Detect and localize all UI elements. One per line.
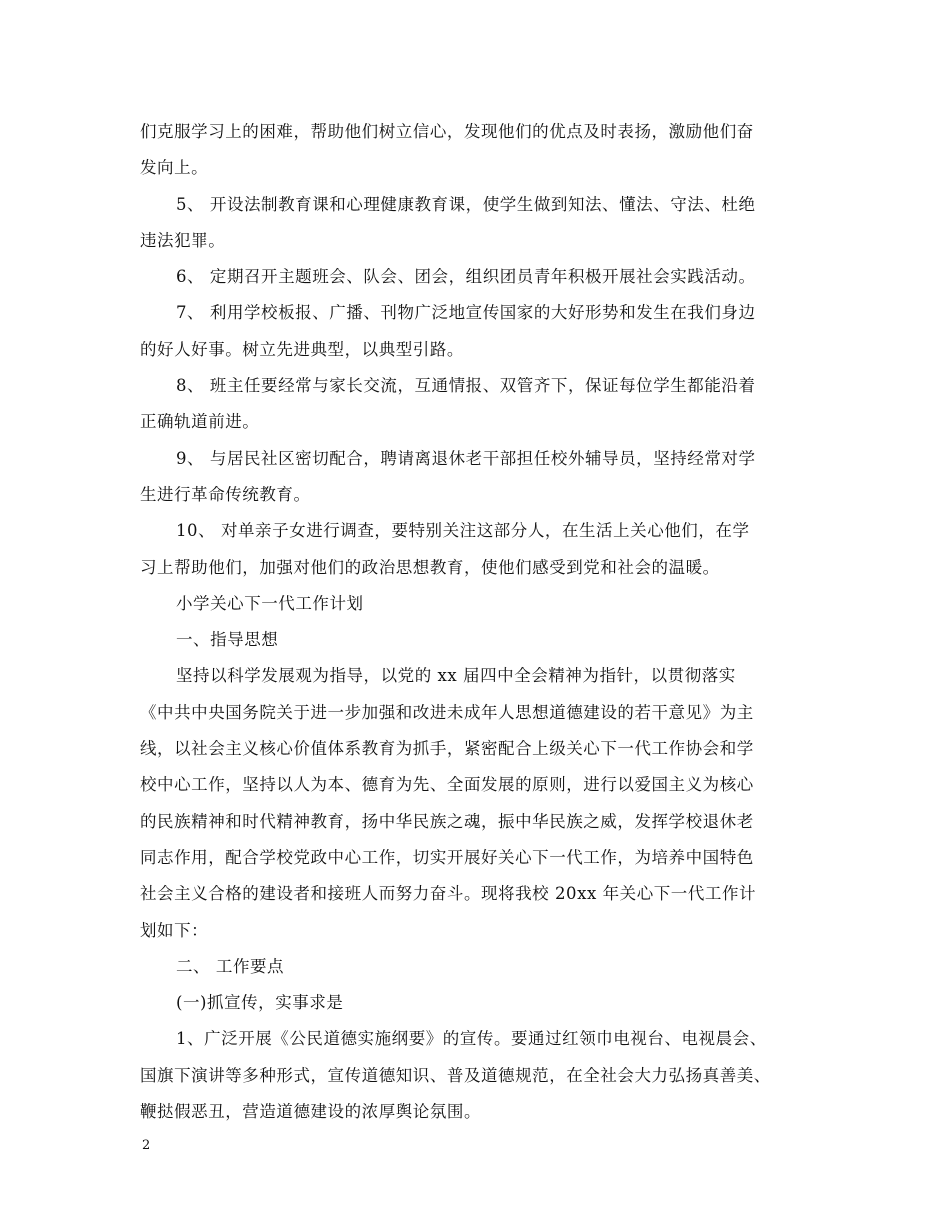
text-line: 1、广泛开展《公民道德实施纲要》的宣传。要通过红领巾电视台、电视晨会、 [176,1029,767,1049]
text-line: 发向上。 [140,158,209,178]
document-body [140,114,820,1130]
text-line: 6、 定期召开主题班会、队会、团会，组织团员青年积极开展社会实践活动。 [176,267,756,287]
text-line: 们克服学习上的困难，帮助他们树立信心，发现他们的优点及时表扬，激励他们奋 [140,122,754,141]
text-line: 7、 利用学校板报、广播、刊物广泛地宣传国家的大好形势和发生在我们身边 [176,303,756,323]
section-heading: 一、指导思想 [176,630,279,650]
text-line: 8、 班主任要经常与家长交流，互通情报、双管齐下，保证每位学生都能沿着 [176,376,756,396]
text-line: 国旗下演讲等多种形式，宣传道德知识、普及道德规范，在全社会大力弘扬真善美、 [140,1065,771,1085]
text-line: 的民族精神和时代精神教育，扬中华民族之魂，振中华民族之威，发挥学校退休老 [140,811,754,831]
text-line: 习上帮助他们，加强对他们的政治思想教育，使他们感受到党和社会的温暖。 [140,557,720,577]
section-heading: 二、 工作要点 [176,956,285,976]
page-number: 2 [142,1138,151,1153]
text-line: 《中共中央国务院关于进一步加强和改进未成年人思想道德建设的若干意见》为主 [140,702,754,722]
text-line: 划如下： [140,920,209,940]
subsection-heading: (一)抓宣传，实事求是 [176,993,344,1013]
text-line: 5、 开设法制教育课和心理健康教育课，使学生做到知法、懂法、守法、杜绝 [176,194,756,214]
text-line: 社会主义合格的建设者和接班人而努力奋斗。现将我校 20xx 年关心下一代工作计 [140,884,757,904]
text-line: 生进行革命传统教育。 [140,484,311,504]
section-title: 小学关心下一代工作计划 [176,593,364,613]
text-line: 的好人好事。树立先进典型，以典型引路。 [140,339,464,359]
text-line: 10、 对单亲子女进行调查，要特别关注这部分人，在生活上关心他们，在学 [176,521,750,541]
text-line: 违法犯罪。 [140,230,226,250]
text-line: 9、 与居民社区密切配合，聘请离退休老干部担任校外辅导员，坚持经常对学 [176,448,756,468]
text-line: 坚持以科学发展观为指导，以党的 xx 届四中全会精神为指针，以贯彻落实 [176,666,736,686]
text-line: 线，以社会主义核心价值体系教育为抓手，紧密配合上级关心下一代工作协会和学 [140,739,754,759]
text-line: 同志作用，配合学校党政中心工作，切实开展好关心下一代工作，为培养中国特色 [140,847,754,867]
text-line: 校中心工作，坚持以人为本、德育为先、全面发展的原则，进行以爱国主义为核心 [140,775,754,795]
text-line: 鞭挞假恶丑，营造道德建设的浓厚舆论氛围。 [140,1102,481,1122]
text-line: 正确轨道前进。 [140,412,260,432]
